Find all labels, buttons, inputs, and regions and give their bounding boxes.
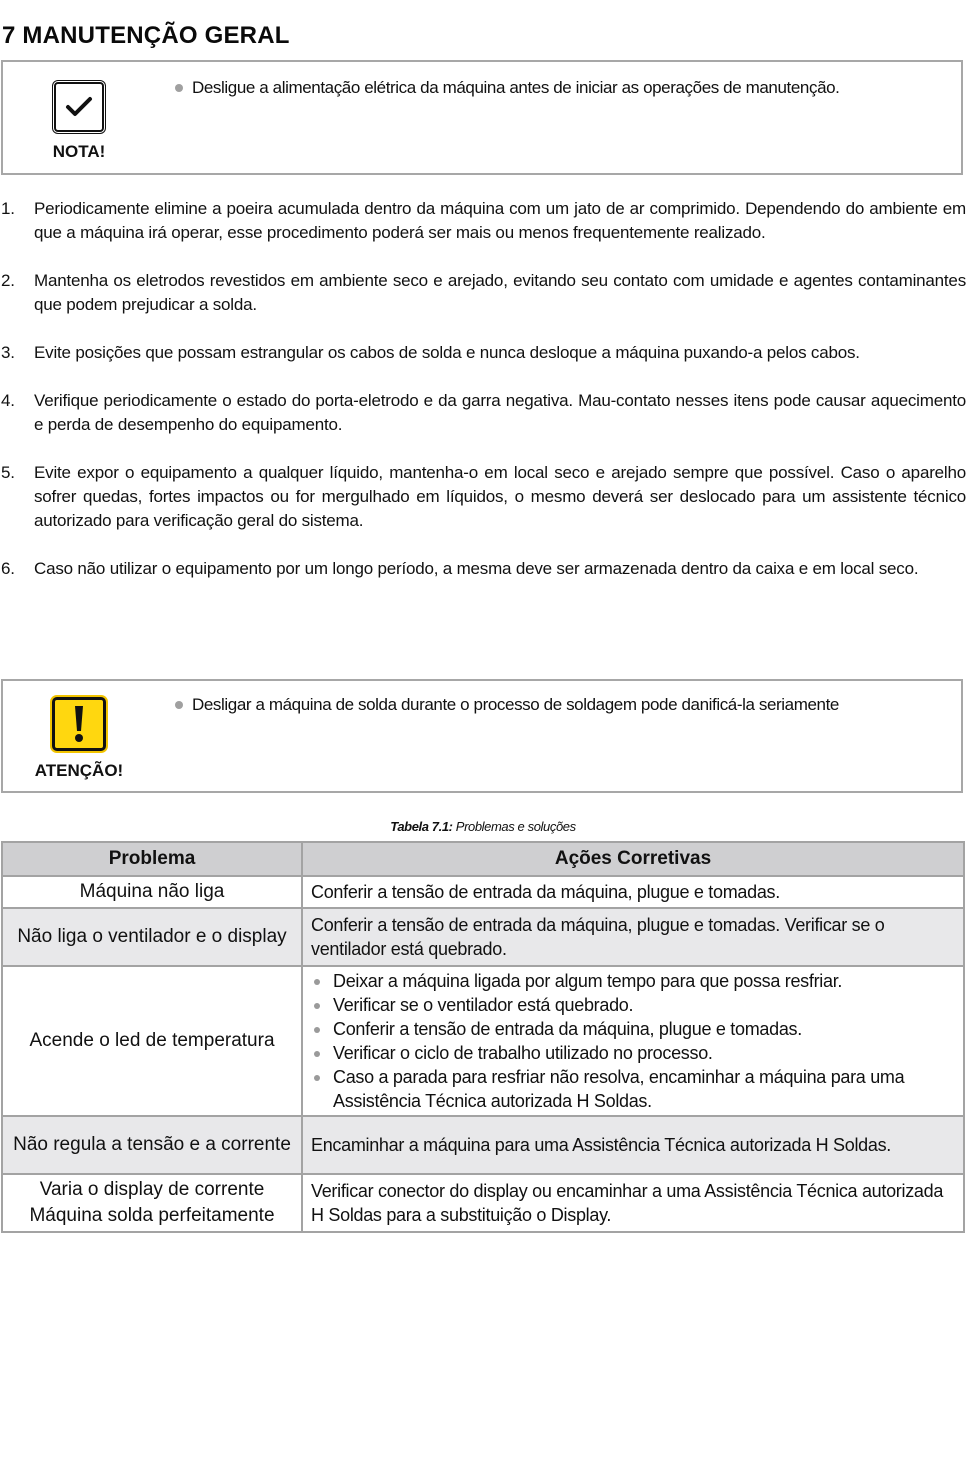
step-item — [0, 197, 966, 245]
note-message-text: Desligue a alimentação elétrica da máquina antes de iniciar as operações de manutenção. — [192, 78, 840, 97]
action-cell — [302, 966, 964, 1116]
problem-cell — [2, 1174, 302, 1232]
table-caption-text: Problemas e soluções — [452, 819, 576, 834]
action-cell: Verificar conector do display ou encaminhar a uma Assistência Técnica autorizada H Soldas para a substituição o Display. — [302, 1174, 964, 1232]
step-text: Caso não utilizar o equipamento por um longo período, a mesma deve ser armazenada dentro da caixa e em local seco. — [34, 559, 919, 578]
step-number: 3. — [1, 343, 15, 362]
action-cell: Encaminhar a máquina para uma Assistência Técnica autorizada H Soldas. — [302, 1116, 964, 1174]
action-list-item: Verificar o ciclo de trabalho utilizado no processo. — [311, 1041, 955, 1065]
table-row — [2, 876, 964, 908]
table-row — [2, 1116, 964, 1174]
problem-line: Varia o display de corrente — [39, 1179, 265, 1200]
step-text: Mantenha os eletrodos revestidos em ambiente seco e arejado, evitando seu contato com umidade e agentes contaminantes que podem prejudicar a solda. — [34, 271, 966, 314]
note-icon-column — [3, 62, 155, 173]
step-text: Verifique periodicamente o estado do porta-eletrodo e da garra negativa. Mau-contato nesses itens pode causar aquecimento e perda de desempenho do equipamento. — [34, 391, 966, 434]
step-item — [0, 269, 966, 317]
bullet-icon — [175, 701, 183, 709]
step-text: Periodicamente elimine a poeira acumulada dentro da máquina com um jato de ar comprimido. Dependendo do ambiente em que a máquina irá operar, esse procedimento poderá ser mais ou menos frequentemente realizado. — [34, 199, 966, 242]
warning-message-text: Desligar a máquina de solda durante o processo de soldagem pode danificá-la seriamente — [192, 695, 839, 714]
action-list — [311, 969, 955, 1113]
warning-label: ATENÇÃO! — [34, 761, 124, 780]
warning-callout — [1, 679, 963, 793]
step-text: Evite posições que possam estrangular os cabos de solda e nunca desloque a máquina puxando-a pelos cabos. — [34, 343, 860, 362]
table-row — [2, 1174, 964, 1232]
action-list-item: Deixar a máquina ligada por algum tempo para que possa resfriar. — [311, 969, 955, 993]
note-label: NOTA! — [52, 142, 106, 161]
step-number: 5. — [1, 463, 15, 482]
action-list-item: Caso a parada para resfriar não resolva, encaminhar a máquina para uma Assistência Técnica autorizada H Soldas. — [311, 1065, 955, 1113]
step-item — [0, 341, 966, 365]
step-item — [0, 461, 966, 533]
step-item — [0, 557, 966, 581]
note-callout — [1, 60, 963, 175]
table-row — [2, 908, 964, 966]
action-list-item: Conferir a tensão de entrada da máquina, plugue e tomadas. — [311, 1017, 955, 1041]
problem-cell: Acende o led de temperatura — [2, 966, 302, 1116]
table-caption — [0, 819, 966, 834]
action-cell: Conferir a tensão de entrada da máquina, plugue e tomadas. Verificar se o ventilador está quebrado. — [302, 908, 964, 966]
warning-message — [173, 695, 839, 715]
problem-cell: Máquina não liga — [2, 876, 302, 908]
warning-exclamation-icon — [52, 697, 106, 751]
table-header-row — [2, 842, 964, 876]
column-header-actions: Ações Corretivas — [302, 842, 964, 876]
action-list-item: Verificar se o ventilador está quebrado. — [311, 993, 955, 1017]
section-title: 7 MANUTENÇÃO GERAL — [2, 22, 290, 50]
column-header-problem: Problema — [2, 842, 302, 876]
warning-icon-column — [3, 681, 155, 791]
problems-table — [1, 841, 965, 1233]
checkmark-icon — [54, 82, 104, 132]
problem-cell: Não liga o ventilador e o display — [2, 908, 302, 966]
step-number: 4. — [1, 391, 15, 410]
step-number: 6. — [1, 559, 15, 578]
step-item — [0, 389, 966, 437]
table-row — [2, 966, 964, 1116]
action-cell: Conferir a tensão de entrada da máquina, plugue e tomadas. — [302, 876, 964, 908]
problem-cell: Não regula a tensão e a corrente — [2, 1116, 302, 1174]
bullet-icon — [175, 84, 183, 92]
step-text: Evite expor o equipamento a qualquer líquido, mantenha-o em local seco e arejado sempre que possível. Caso o aparelho sofrer quedas, fortes impactos ou for mergulhado em líquidos, o mesmo deverá ser deslocado para um assistente técnico autorizado para verificação geral do sistema. — [34, 463, 966, 530]
problem-line: Máquina solda perfeitamente — [29, 1205, 275, 1226]
table-caption-number: Tabela 7.1: — [390, 819, 453, 834]
note-message — [173, 78, 840, 98]
step-number: 2. — [1, 271, 15, 290]
step-number: 1. — [1, 199, 15, 218]
maintenance-steps — [0, 197, 966, 605]
